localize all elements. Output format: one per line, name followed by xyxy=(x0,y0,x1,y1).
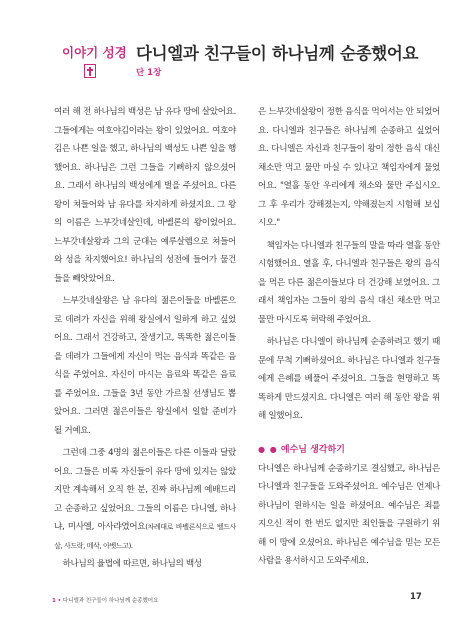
paragraph-5: 은 느부갓네살왕이 정한 음식을 먹어서는 안 되었어요. 다니엘과 친구들은 하나님께 순종하고 싶었어요. 다니엘은 자신과 친구들이 왕이 정한 음식 대신 채소만 먹고 물만 마실 수 있나고 책임자에게 물었어요. "열흘 동안 우리에게 채소와 물만 주십시오. 그 후 우리가 강해졌는지, 약해졌는지 시험해 보십시오." xyxy=(258,107,440,228)
paragraph-3-text: 그런데 그중 4명의 젊은이들은 다른 이들과 달랐어요. 그들은 비록 자신들이 유다 땅에 있지는 않았지만 계속해서 오직 한 분, 진짜 하나님께 예배드리고 순종하고 싶었어요. 그들의 이름은 다니엘, 하나냐, 미사엘, 아사랴였어요 xyxy=(54,448,236,532)
page-number: 17 xyxy=(410,592,422,602)
page-title: 다니엘과 친구들이 하나님께 순종했어요 xyxy=(136,44,419,63)
paragraph-3 xyxy=(54,444,236,555)
section-tag: 이야기 성경 xyxy=(62,45,127,60)
footer-chapter xyxy=(52,596,158,604)
bible-cross-icon xyxy=(84,64,96,78)
section-heading-text: 예수님 생각하기 xyxy=(280,444,345,455)
footer-chapter-title: 다니엘과 친구들이 하나님께 순종했어요 xyxy=(62,598,159,604)
right-column xyxy=(258,103,440,571)
paragraph-6: 책임자는 다니엘과 친구들의 말을 따라 열흘 동안 시험했어요. 열흘 후, 다니엘과 친구들은 왕의 음식을 먹은 다른 젊은이들보다 더 건강해 보였어요. 그래서 책임자는 그들이 왕의 음식 대신 채소만 먹고 물만 마시도록 허락해 주었어요. xyxy=(258,240,440,325)
footer-chapter-number: 1 xyxy=(52,598,56,604)
left-column xyxy=(54,103,236,574)
bullet-dots-icon: ● ● xyxy=(258,444,278,454)
paragraph-4: 하나님의 율법에 따르면, 하나님의 백성 xyxy=(62,559,202,569)
footer-separator: • xyxy=(57,598,62,604)
section-heading xyxy=(258,442,440,458)
paragraph-7: 하나님은 다니엘이 하나님께 순종하려고 했기 때문에 무척 기뻐하셨어요. 하나님은 다니엘과 친구들에게 은혜를 베풀어 주셨어요. 그들을 현명하고 똑똑하게 만드셨지요. 다니엘은 여러 해 동안 왕을 위해 일했어요. xyxy=(258,337,440,421)
paragraph-1: 여러 해 전 하나님의 백성은 남 유다 땅에 살았어요. 그들에게는 여호야김이라는 왕이 있었어요. 여호야김은 나쁜 일을 했고, 하나님의 백성도 나쁜 일을 행했어요. 하나님은 그런 그들을 기뻐하지 않으셨어요. 그래서 하나님의 백성에게 벌을 주셨어요. 다른 왕이 쳐들어와 남 유다를 차지하게 하셨지요. 그 왕의 이름은 느부갓네살인데, 바벨론의 왕이었어요. 느부갓네살왕과 그의 군대는 예루살렘으로 쳐들어와 성을 차지했어요! 하나님의 성전에 들어가 물건들을 빼앗았어요. xyxy=(54,107,236,284)
paragraph-3-note: (차례대로 바벨론식으로 벨드사살, 사드락, 메삭, 아벳느고). xyxy=(54,523,237,550)
paragraph-2: 느부갓네살왕은 남 유다의 젊은이들을 바벨론으로 데려가 자신을 위해 왕실에서 일하게 하고 싶었어요. 그래서 건강하고, 잘생기고, 똑똑한 젊은이들을 데려가 그들에게 자신이 먹는 음식과 똑같은 음식을 주었어요. 자신이 마시는 음료와 똑같은 음료를 주었어요. 그들을 3년 동안 가르칠 선생님도 뽑았어요. 그러면 젊은이들은 왕실에서 일할 준비가 될 거예요. xyxy=(54,296,236,436)
scripture-reference: 단 1장 xyxy=(136,68,162,78)
section-body: 다니엘은 하나님께 순종하기로 결심했고, 하나님은 다니엘과 친구들을 도와주셨어요. 예수님은 언제나 하나님이 원하시는 일을 하셨어요. 예수님은 죄를 지으신 적이 한 번도 없지만 죄인들을 구원하기 위해 이 땅에 오셨어요. 하나님은 예수님을 믿는 모든 사람을 용서하시고 도와주세요. xyxy=(258,463,440,566)
